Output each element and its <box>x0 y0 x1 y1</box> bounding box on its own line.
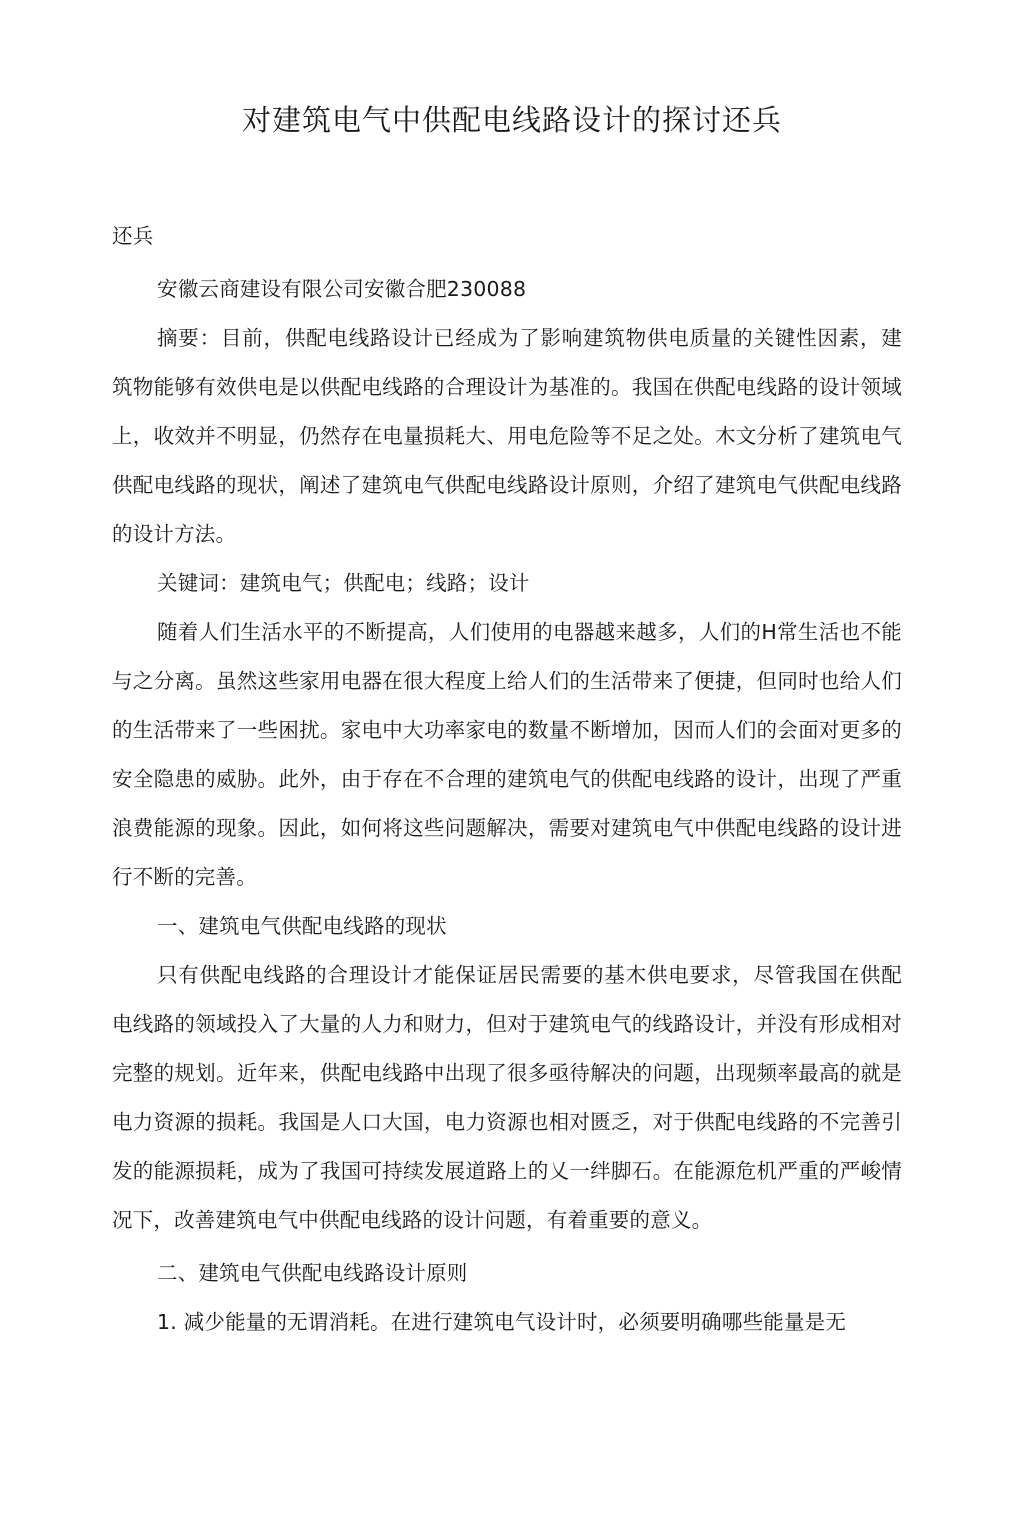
document-body <box>112 212 902 1347</box>
author-name: 还兵 <box>112 224 154 248</box>
section-heading-2: 二、建筑电气供配电线路设计原则 <box>157 1261 468 1285</box>
intro-paragraph: 随着人们生活水平的不断提高，人们使用的电器越来越多，人们的H常生活也不能与之分离。虽然这些家用电器在很大程度上给人们的生活带来了便捷，但同时也给人们的生活带来了一些困扰。家电中大功率家电的数量不断增加，因而人们的会面对更多的安全隐患的威胁。此外，由于存在不合理的建筑电气的供配电线路的设计，出现了严重浪费能源的现象。因此，如何将这些问题解决，需要对建筑电气中供配电线路的设计进行不断的完善。 <box>112 620 902 889</box>
section-1-paragraph: 只有供配电线路的合理设计才能保证居民需要的基木供电要求，尽管我国在供配电线路的领域投入了大量的人力和财力，但对于建筑电气的线路设计，并没有形成相对完整的规划。近年来，供配电线路中出现了很多亟待解决的问题，出现频率最高的就是电力资源的损耗。我国是人口大国，电力资源也相对匮乏，对于供配电线路的不完善引发的能源损耗，成为了我国可持续发展道路上的乂一绊脚石。在能源危机严重的严峻情况下，改善建筑电气中供配电线路的设计问题，有着重要的意义。 <box>112 963 902 1232</box>
author-affiliation: 安徽云商建设有限公司安徽合肥230088 <box>157 277 527 301</box>
section-heading-1: 一、建筑电气供配电线路的现状 <box>157 914 447 938</box>
section-2-item-1: 1. 减少能量的无谓消耗。在进行建筑电气设计时，必须要明确哪些能量是无 <box>157 1310 847 1334</box>
abstract-paragraph: 摘要：目前，供配电线路设计已经成为了影响建筑物供电质量的关键性因素，建筑物能够有效供电是以供配电线路的合理设计为基准的。我国在供配电线路的设计领域上，收效并不明显，仍然存在电量损耗大、用电危险等不足之处。木文分析了建筑电气供配电线路的现状，阐述了建筑电气供配电线路设计原则，介绍了建筑电气供配电线路的设计方法。 <box>112 326 902 546</box>
document-title: 对建筑电气中供配电线路设计的探讨还兵 <box>241 103 782 137</box>
keywords-line: 关键词：建筑电气；供配电；线路；设计 <box>157 571 530 595</box>
